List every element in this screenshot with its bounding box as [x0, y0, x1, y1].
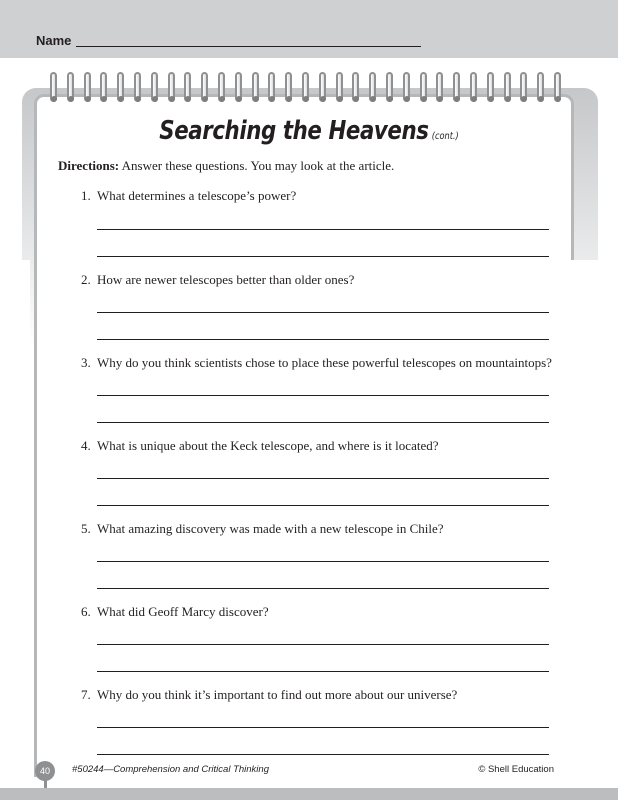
title-main: Searching the Heavens — [159, 116, 429, 146]
question-number: 2. — [81, 272, 91, 287]
name-input-line[interactable] — [76, 46, 421, 47]
page-title — [56, 116, 563, 146]
answer-line[interactable] — [97, 561, 549, 562]
footer-publisher: © Shell Education — [478, 764, 554, 775]
question-text: How are newer telescopes better than older ones? — [97, 272, 355, 287]
answer-line[interactable] — [97, 478, 549, 479]
directions — [58, 158, 394, 174]
spiral-hole — [169, 96, 175, 102]
directions-label: Directions: — [58, 158, 120, 173]
footer-band — [0, 788, 618, 800]
spiral-hole — [101, 96, 107, 102]
answer-line[interactable] — [97, 229, 549, 230]
spiral-hole — [303, 96, 309, 102]
spiral-hole — [454, 96, 460, 102]
question-3 — [81, 355, 552, 371]
question-1 — [81, 188, 296, 204]
answer-line[interactable] — [97, 727, 549, 728]
question-number: 1. — [81, 188, 91, 203]
spiral-hole — [437, 96, 443, 102]
question-text: What determines a telescope’s power? — [97, 188, 297, 203]
spiral-hole — [505, 96, 511, 102]
question-2 — [81, 272, 354, 288]
answer-line[interactable] — [97, 312, 549, 313]
question-number: 3. — [81, 355, 91, 370]
spiral-hole — [68, 96, 74, 102]
spiral-hole — [135, 96, 141, 102]
spiral-hole — [404, 96, 410, 102]
question-text: What is unique about the Keck telescope, and where is it located? — [97, 438, 439, 453]
title-suffix: (cont.) — [431, 131, 459, 142]
answer-line[interactable] — [97, 754, 549, 755]
spiral-hole — [320, 96, 326, 102]
spiral-hole — [253, 96, 259, 102]
spiral-hole — [370, 96, 376, 102]
name-label: Name — [36, 33, 72, 48]
spiral-hole — [51, 96, 57, 102]
spiral-hole — [421, 96, 427, 102]
spiral-hole — [185, 96, 191, 102]
name-band — [0, 0, 618, 58]
spiral-binding — [50, 72, 570, 108]
question-number: 4. — [81, 438, 91, 453]
spiral-hole — [85, 96, 91, 102]
question-text: Why do you think scientists chose to place these powerful telescopes on mountaintops? — [97, 355, 552, 370]
answer-line[interactable] — [97, 339, 549, 340]
answer-line[interactable] — [97, 505, 549, 506]
question-number: 6. — [81, 604, 91, 619]
answer-line[interactable] — [97, 422, 549, 423]
spiral-hole — [286, 96, 292, 102]
answer-line[interactable] — [97, 671, 549, 672]
answer-line[interactable] — [97, 395, 549, 396]
spiral-hole — [471, 96, 477, 102]
page-number-badge: 40 — [35, 761, 55, 781]
spiral-hole — [337, 96, 343, 102]
spiral-hole — [152, 96, 158, 102]
frame-fade-left — [22, 260, 30, 780]
spiral-hole — [538, 96, 544, 102]
spiral-hole — [219, 96, 225, 102]
answer-line[interactable] — [97, 644, 549, 645]
question-number: 7. — [81, 687, 91, 702]
spiral-hole — [236, 96, 242, 102]
spiral-hole — [555, 96, 561, 102]
answer-line[interactable] — [97, 588, 549, 589]
frame-fade-right — [571, 260, 601, 780]
spiral-hole — [202, 96, 208, 102]
question-text: Why do you think it’s important to find out more about our universe? — [97, 687, 458, 702]
answer-line[interactable] — [97, 256, 549, 257]
question-text: What amazing discovery was made with a new telescope in Chile? — [97, 521, 444, 536]
question-5 — [81, 521, 444, 537]
spiral-hole — [118, 96, 124, 102]
spiral-hole — [269, 96, 275, 102]
question-6 — [81, 604, 269, 620]
spiral-hole — [353, 96, 359, 102]
question-text: What did Geoff Marcy discover? — [97, 604, 269, 619]
spiral-hole — [488, 96, 494, 102]
question-7 — [81, 687, 457, 703]
spiral-hole — [521, 96, 527, 102]
spiral-hole — [387, 96, 393, 102]
directions-text: Answer these questions. You may look at the article. — [119, 158, 395, 173]
footer-book-code: #50244—Comprehension and Critical Thinking — [72, 764, 269, 775]
question-number: 5. — [81, 521, 91, 536]
question-4 — [81, 438, 439, 454]
